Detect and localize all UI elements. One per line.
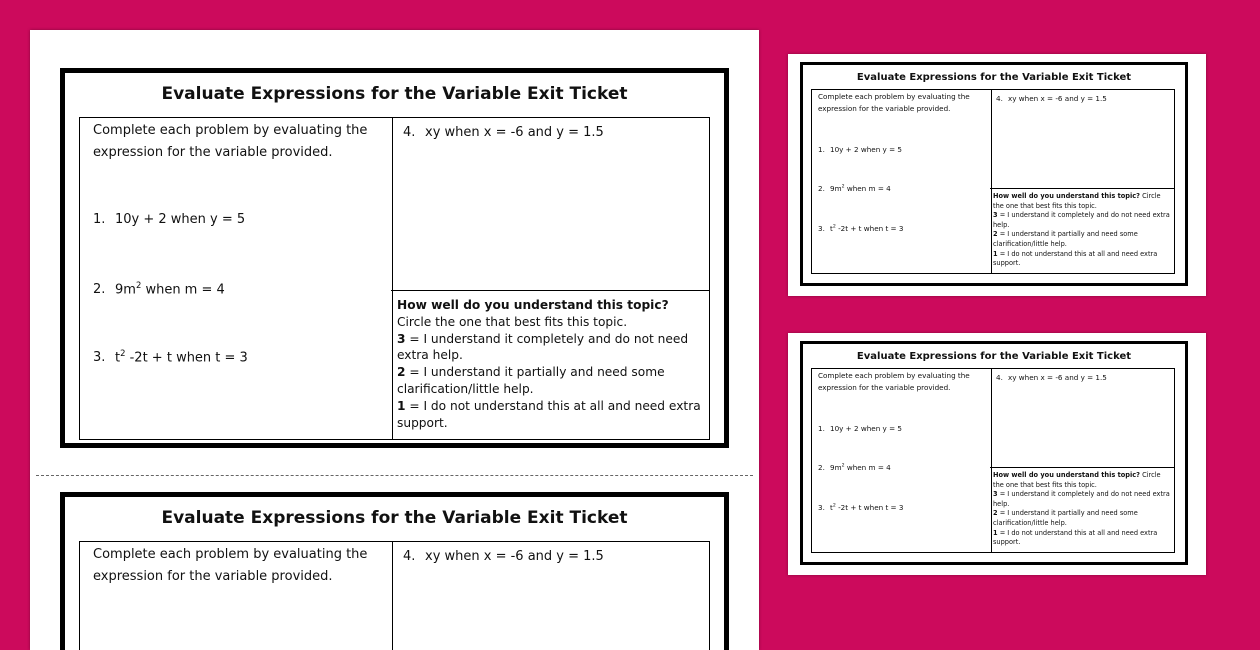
self-assessment: How well do you understand this topic? Circle the one that best fits this topic. 3 = I understand it completely and do not need extra help. 2 = I understand it partially and need some clarification/little help. 1 = I do not understand this at all and need extra support. [993,471,1170,547]
worksheet-page [30,30,759,650]
ticket-title: Evaluate Expressions for the Variable Exit Ticket [856,72,1132,83]
ticket-grid [811,89,1175,274]
question-3: 3. $t^2$ -2t + t when t = 3 [93,348,248,366]
question-4: 4. xy when x = -6 and y = 1.5 [996,94,1107,103]
question-2: 2. $9m^2$ when m = 4 [93,280,225,298]
question-4-cell [391,118,709,291]
preview-page-2 [788,333,1206,575]
question-1: 1. 10y + 2 when y = 5 [818,145,902,154]
instructions: Complete each problem by evaluating the expression for the variable provided. [818,92,970,113]
self-assessment: How well do you understand this topic? Circle the one that best fits this topic. 3 = I understand it completely and do not need extra help. 2 = I understand it partially and need some clarification/little help. 1 = I do not understand this at all and need extra support. [993,192,1170,268]
question-2: 2. $9m^2$ when m = 4 [818,463,891,472]
questions-cell [812,90,992,273]
right-column [391,542,709,650]
right-column [391,118,709,439]
ticket-grid [79,541,710,650]
question-4-cell [990,90,1174,189]
question-3: 3. $t^2$ -2t + t when t = 3 [818,224,904,233]
question-4: 4. xy when x = -6 and y = 1.5 [996,373,1107,382]
ticket-title: Evaluate Expressions for the Variable Exit Ticket [161,508,628,528]
question-4: 4. xy when x = -6 and y = 1.5 [403,125,604,140]
question-1: 1. 10y + 2 when y = 5 [818,424,902,433]
questions-cell [812,369,992,552]
exit-ticket-preview [800,341,1188,565]
instructions: Complete each problem by evaluating the expression for the variable provided. [93,547,368,584]
question-4-cell [990,369,1174,468]
question-4: 4. xy when x = -6 and y = 1.5 [403,549,604,564]
cut-line [36,475,753,476]
question-1: 1. 10y + 2 when y = 5 [93,212,246,227]
self-assessment: How well do you understand this topic? Circle the one that best fits this topic. 3 = I understand it completely and do not need extra help. 2 = I understand it partially and need some clarification/little help. 1 = I do not understand this at all and need extra support. [397,298,701,430]
questions-cell [80,542,393,650]
preview-page-1 [788,54,1206,296]
exit-ticket-1 [60,68,729,448]
right-column [990,90,1174,273]
exit-ticket-preview [800,62,1188,286]
questions-cell [80,118,393,439]
exit-ticket-2 [60,492,729,650]
ticket-title: Evaluate Expressions for the Variable Exit Ticket [161,84,628,104]
ticket-title: Evaluate Expressions for the Variable Exit Ticket [856,351,1132,362]
question-4-cell [391,542,709,650]
question-2: 2. $9m^2$ when m = 4 [818,184,891,193]
right-column [990,369,1174,552]
instructions: Complete each problem by evaluating the expression for the variable provided. [818,371,970,392]
question-3: 3. $t^2$ -2t + t when t = 3 [818,503,904,512]
instructions: Complete each problem by evaluating the expression for the variable provided. [93,123,368,160]
ticket-grid [79,117,710,440]
ticket-grid [811,368,1175,553]
